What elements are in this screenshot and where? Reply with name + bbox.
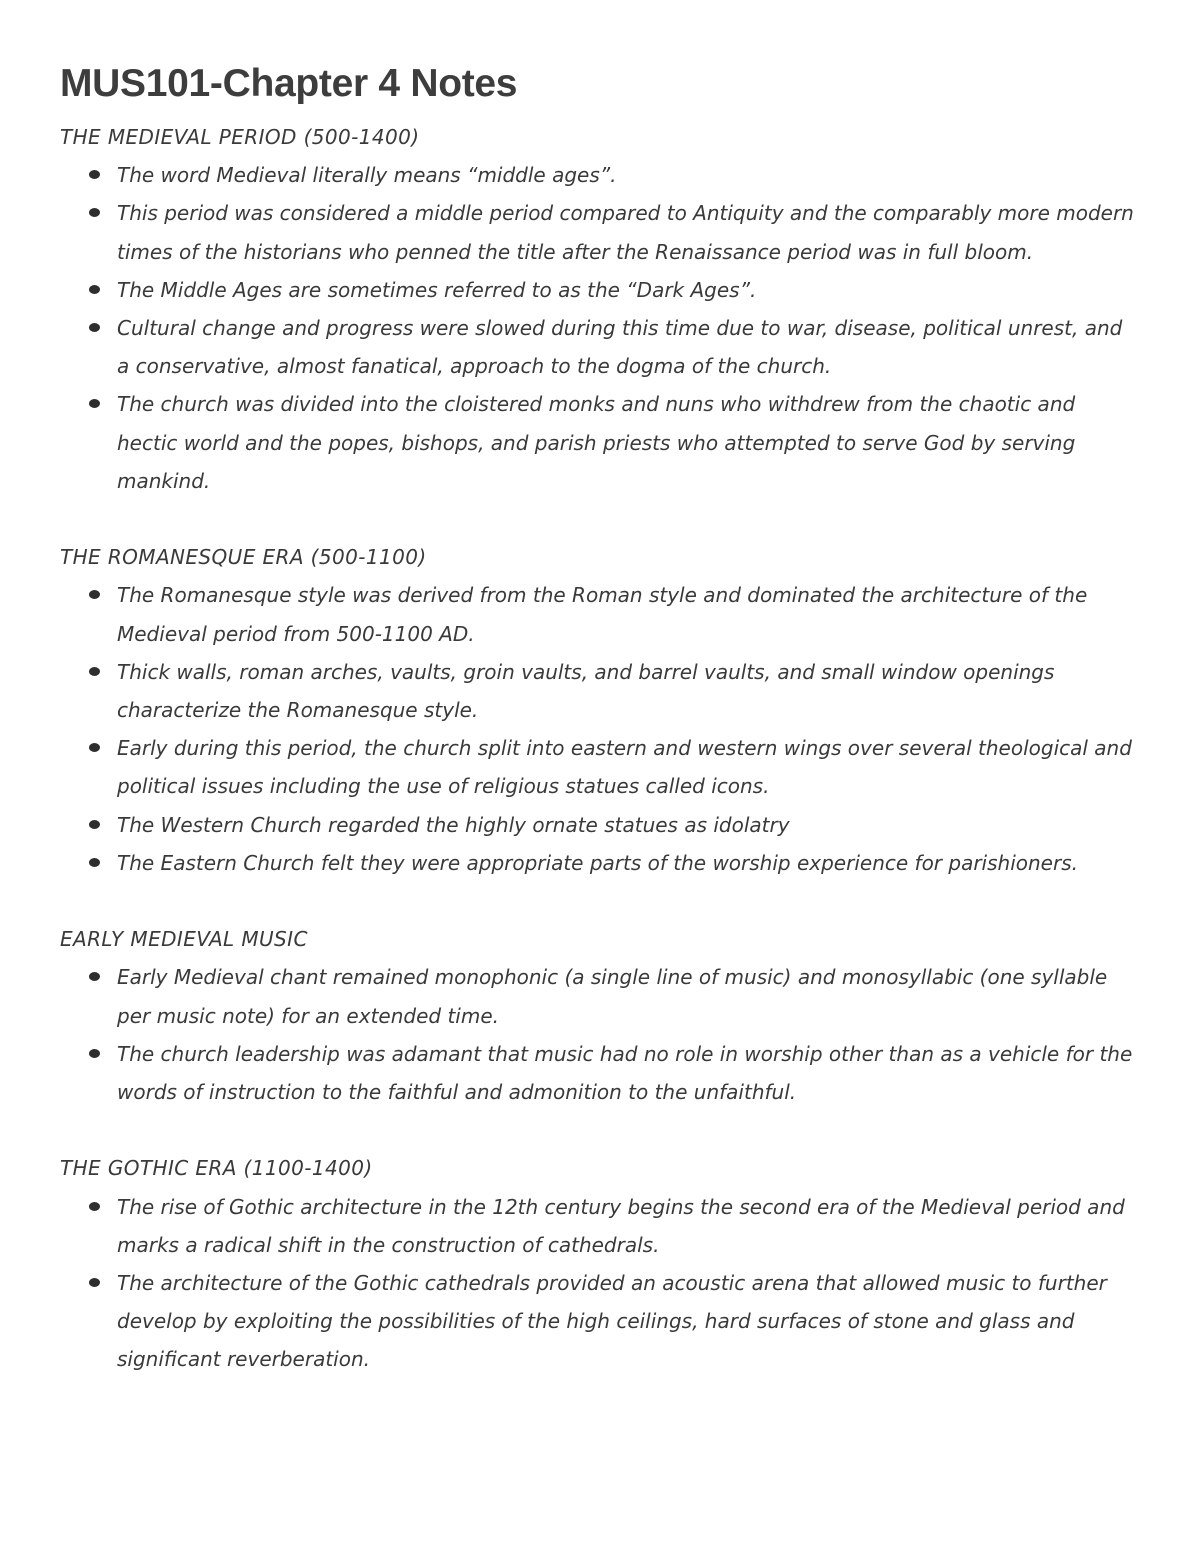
section-gothic-era <box>60 1149 1140 1378</box>
bullet-item <box>117 1188 1140 1264</box>
bullet-item <box>117 1264 1140 1379</box>
bullet-dot-icon <box>89 972 100 981</box>
notes-body <box>60 118 1140 1379</box>
bullet-text: The Middle Ages are sometimes referred to as the “Dark Ages”. <box>117 277 757 302</box>
bullet-item <box>117 156 1140 194</box>
section-romanesque-era <box>60 538 1140 882</box>
bullet-dot-icon <box>89 323 100 332</box>
section-medieval-period <box>60 118 1140 500</box>
bullet-dot-icon <box>89 858 100 867</box>
bullet-text: This period was considered a middle period compared to Antiquity and the comparably more modern times of the historians who penned the title after the Renaissance period was in full bloom. <box>117 201 1134 264</box>
bullet-item <box>117 729 1140 805</box>
bullet-item <box>117 653 1140 729</box>
bullet-item <box>117 385 1140 500</box>
page-title: MUS101-Chapter 4 Notes <box>60 62 518 105</box>
bullet-text: The Western Church regarded the highly ornate statues as idolatry <box>117 812 790 837</box>
bullet-dot-icon <box>89 820 100 829</box>
bullet-text: Early during this period, the church split into eastern and western wings over several theological and political issues including the use of religious statues called icons. <box>117 736 1132 799</box>
bullet-dot-icon <box>89 590 100 599</box>
bullet-list <box>60 1188 1140 1379</box>
bullet-item <box>117 806 1140 844</box>
bullet-text: The rise of Gothic architecture in the 12th century begins the second era of the Medieval period and marks a radical shift in the construction of cathedrals. <box>117 1194 1125 1257</box>
bullet-item <box>117 271 1140 309</box>
bullet-item <box>117 1035 1140 1111</box>
bullet-dot-icon <box>89 1278 100 1287</box>
bullet-dot-icon <box>89 285 100 294</box>
bullet-dot-icon <box>89 208 100 217</box>
bullet-dot-icon <box>89 399 100 408</box>
bullet-dot-icon <box>89 170 100 179</box>
bullet-list <box>60 576 1140 882</box>
bullet-text: The architecture of the Gothic cathedrals provided an acoustic arena that allowed music to further develop by exploiting the possibilities of the high ceilings, hard surfaces of stone and glass and significant reverberation. <box>117 1271 1107 1372</box>
bullet-list <box>60 958 1140 1111</box>
bullet-item <box>117 576 1140 652</box>
bullet-dot-icon <box>89 1049 100 1058</box>
bullet-dot-icon <box>89 1202 100 1211</box>
section-heading: THE GOTHIC ERA (1100-1400) <box>60 1156 373 1181</box>
bullet-dot-icon <box>89 667 100 676</box>
bullet-text: Cultural change and progress were slowed during this time due to war, disease, political unrest, and a conservative, almost fanatical, approach to the dogma of the church. <box>117 316 1123 379</box>
bullet-dot-icon <box>89 743 100 752</box>
bullet-item <box>117 844 1140 882</box>
section-heading: THE MEDIEVAL PERIOD (500-1400) <box>60 125 420 149</box>
bullet-item <box>117 309 1140 385</box>
bullet-text: The Eastern Church felt they were appropriate parts of the worship experience for parishioners. <box>117 850 1078 875</box>
bullet-text: The Romanesque style was derived from the Roman style and dominated the architecture of the Medieval period from 500-1100 AD. <box>117 583 1088 646</box>
bullet-list <box>60 156 1140 500</box>
section-heading: THE ROMANESQUE ERA (500-1100) <box>60 545 427 570</box>
bullet-text: Early Medieval chant remained monophonic (a single line of music) and monosyllabic (one syllable per music note) for an extended time. <box>117 965 1108 1028</box>
bullet-item <box>117 958 1140 1034</box>
bullet-text: Thick walls, roman arches, vaults, groin vaults, and barrel vaults, and small window openings characterize the Romanesque style. <box>117 659 1055 723</box>
bullet-item <box>117 194 1140 270</box>
bullet-text: The church leadership was adamant that music had no role in worship other than as a vehicle for the words of instruction to the faithful and admonition to the unfaithful. <box>117 1041 1133 1105</box>
section-early-medieval-music <box>60 920 1140 1111</box>
bullet-text: The word Medieval literally means “middle ages”. <box>117 163 617 188</box>
section-heading: EARLY MEDIEVAL MUSIC <box>60 927 308 952</box>
bullet-text: The church was divided into the cloistered monks and nuns who withdrew from the chaotic and hectic world and the popes, bishops, and parish priests who attempted to serve God by serving mankind. <box>117 392 1076 493</box>
